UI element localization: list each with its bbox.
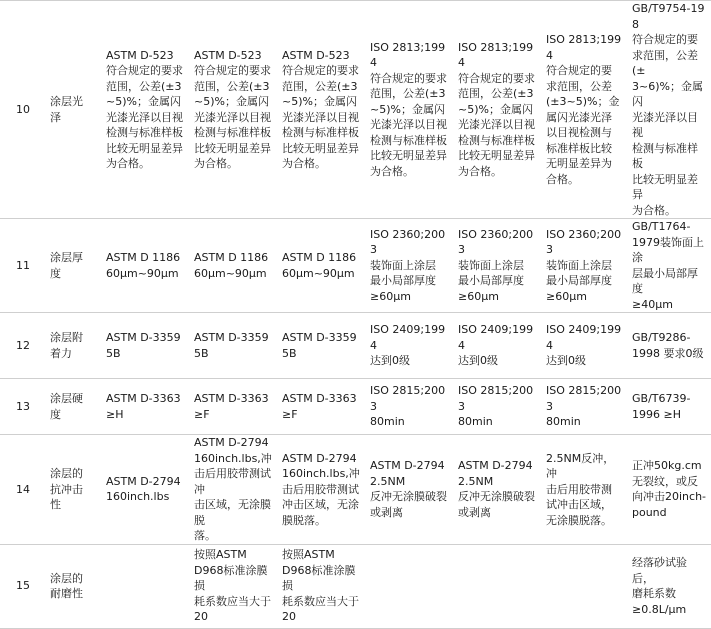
- cell-text: ASTM D 1186 60μm~90μm: [106, 251, 181, 280]
- test-item: [46, 313, 102, 379]
- table-row: [0, 379, 711, 435]
- test-item-label: 涂层附 着力: [50, 331, 83, 360]
- table-cell: [190, 1, 278, 219]
- table-cell: [454, 544, 542, 628]
- cell-text: ASTM D-2794 160inch.lbs,冲 击后用胶带测试冲 击区域，无涂膜脱 落。: [194, 436, 272, 542]
- cell-text: ISO 2360;2003 装饰面上涂层 最小局部厚度 ≥60μm: [370, 227, 446, 303]
- table-cell: [542, 313, 628, 379]
- table-cell: [102, 435, 190, 545]
- cell-text: ISO 2815;2003 80min: [546, 384, 622, 429]
- table-cell: [102, 1, 190, 219]
- cell-text: ASTM D-2794 2.5NM 反冲无涂膜破裂 或剥离: [458, 459, 535, 519]
- table-cell: [628, 544, 711, 628]
- cell-text: ISO 2813;1994 符合规定的要求 范围，公差(±3 ~5)%；金属闪 光漆光泽以目视 检测与标准样板 比较无明显差异 为合格。: [458, 40, 535, 178]
- cell-text: ISO 2360;2003 装饰面上涂层 最小局部厚度 ≥60μm: [546, 227, 622, 303]
- table-cell: [628, 313, 711, 379]
- cell-text: GB/T1764- 1979装饰面上涂 层最小局部厚度 ≥40μm: [632, 220, 704, 311]
- cell-text: ASTM D-3363 ≥F: [282, 392, 357, 421]
- table-cell: [542, 219, 628, 313]
- cell-text: 2.5NM反冲，冲 击后用胶带测 试冲击区域， 无涂膜脱落。: [546, 451, 615, 527]
- table-cell: [454, 379, 542, 435]
- table-cell: [366, 219, 454, 313]
- table-cell: [542, 544, 628, 628]
- cell-text: ISO 2360;2003 装饰面上涂层 最小局部厚度 ≥60μm: [458, 227, 534, 303]
- cell-text: ISO 2409;1994 达到0级: [458, 323, 534, 368]
- table-cell: [102, 219, 190, 313]
- table-cell: [366, 313, 454, 379]
- table-cell: [628, 379, 711, 435]
- cell-text: GB/T9286- 1998 要求0级: [632, 331, 704, 360]
- table-cell: [190, 435, 278, 545]
- test-item: [46, 219, 102, 313]
- test-item: [46, 379, 102, 435]
- table-cell: [454, 435, 542, 545]
- table-cell: [278, 313, 366, 379]
- cell-text: ASTM D-3359 5B: [194, 331, 269, 360]
- cell-text: ISO 2813;1994 符合规定的要求 范围，公差(±3 ~5)%；金属闪 光漆光泽以目视 检测与标准样板 比较无明显差异 为合格。: [370, 40, 447, 178]
- cell-text: 按照ASTM D968标准涂膜损 耗系数应当大于 20: [282, 548, 359, 624]
- cell-text: ASTM D-2794 2.5NM 反冲无涂膜破裂 或剥离: [370, 459, 447, 519]
- cell-text: ASTM D-523 符合规定的要求 范围，公差(±3 ~5)%；金属闪 光漆光泽以目视 检测与标准样板 比较无明显差异 为合格。: [194, 48, 271, 170]
- table-cell: [454, 1, 542, 219]
- row-number: 14: [0, 435, 46, 545]
- table-cell: [628, 1, 711, 219]
- table-cell: [278, 219, 366, 313]
- table-cell: [454, 313, 542, 379]
- table-cell: [366, 1, 454, 219]
- cell-text: 按照ASTM D968标准涂膜损 耗系数应当大于 20: [194, 548, 271, 624]
- test-item: [46, 544, 102, 628]
- row-number: 10: [0, 1, 46, 219]
- cell-text: ISO 2815;2003 80min: [370, 384, 446, 429]
- cell-text: ISO 2409;1994 达到0级: [370, 323, 446, 368]
- table-cell: [542, 1, 628, 219]
- table-cell: [278, 1, 366, 219]
- cell-text: ISO 2815;2003 80min: [458, 384, 534, 429]
- cell-text: ASTM D-2794 160inch.lbs,冲 击后用胶带测试 冲击区域，无涂 膜脱落。: [282, 451, 360, 527]
- table-cell: [102, 544, 190, 628]
- test-item-label: 涂层光 泽: [50, 95, 83, 124]
- table-row: [0, 435, 711, 545]
- table-cell: [366, 544, 454, 628]
- table-row: [0, 313, 711, 379]
- row-number: 12: [0, 313, 46, 379]
- table-cell: [628, 435, 711, 545]
- test-item-label: 涂层的 抗冲击 性: [50, 467, 83, 511]
- row-number: 11: [0, 219, 46, 313]
- cell-text: ASTM D 1186 60μm~90μm: [282, 251, 357, 280]
- row-number: 13: [0, 379, 46, 435]
- table-cell: [628, 219, 711, 313]
- table-cell: [278, 544, 366, 628]
- cell-text: ASTM D-523 符合规定的要求 范围，公差(±3 ~5)%；金属闪 光漆光泽以目视 检测与标准样板 比较无明显差异 为合格。: [282, 48, 359, 170]
- table-cell: [542, 435, 628, 545]
- test-item-label: 涂层硬 度: [50, 392, 83, 421]
- cell-text: ASTM D-3363 ≥F: [194, 392, 269, 421]
- table-cell: [102, 313, 190, 379]
- test-item-label: 涂层的 耐磨性: [50, 571, 83, 600]
- table-cell: [366, 435, 454, 545]
- cell-text: 经落砂试验后， 磨耗系数 ≥0.8L/μm: [632, 556, 687, 616]
- cell-text: GB/T6739- 1996 ≥H: [632, 392, 691, 421]
- table-cell: [366, 379, 454, 435]
- table-cell: [454, 219, 542, 313]
- table-cell: [278, 435, 366, 545]
- cell-text: ASTM D-3359 5B: [106, 331, 181, 360]
- cell-text: 正冲50kg.cm 无裂纹，或反 向冲击20inch- pound: [632, 459, 707, 519]
- test-item: [46, 1, 102, 219]
- table-cell: [102, 379, 190, 435]
- test-item: [46, 435, 102, 545]
- table-cell: [190, 544, 278, 628]
- table-row: [0, 219, 711, 313]
- cell-text: ISO 2813;1994 符合规定的要 求范围，公差 (±3~5)%；金 属闪光漆光泽 以目视检测与 标准样板比较 无明显差异为 合格。: [546, 33, 622, 186]
- cell-text: ISO 2409;1994 达到0级: [546, 323, 622, 368]
- cell-text: ASTM D-2794 160inch.lbs: [106, 474, 181, 504]
- cell-text: ASTM D-3363 ≥H: [106, 392, 181, 421]
- cell-text: ASTM D-523 符合规定的要求 范围，公差(±3 ~5)%；金属闪 光漆光泽以目视 检测与标准样板 比较无明显差异 为合格。: [106, 48, 183, 170]
- test-item-label: 涂层厚 度: [50, 251, 83, 280]
- cell-text: GB/T9754-198 符合规定的要 求范围，公差(± 3~6)%；金属闪 光漆光泽以目视 检测与标准样板 比较无明显差异 为合格。: [632, 2, 705, 217]
- row-number: 15: [0, 544, 46, 628]
- table-cell: [278, 379, 366, 435]
- cell-text: ASTM D-3359 5B: [282, 331, 357, 360]
- table-row: [0, 1, 711, 219]
- table-cell: [542, 379, 628, 435]
- cell-text: ASTM D 1186 60μm~90μm: [194, 251, 269, 280]
- table-cell: [190, 379, 278, 435]
- table-cell: [190, 219, 278, 313]
- table-row: [0, 544, 711, 628]
- table-cell: [190, 313, 278, 379]
